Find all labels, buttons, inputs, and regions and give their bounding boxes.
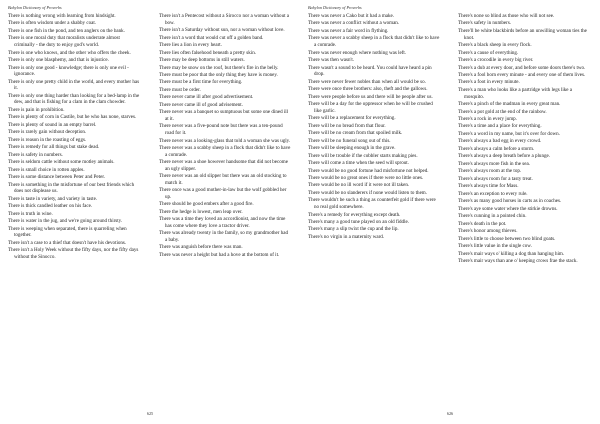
- right-page: [300, 0, 600, 424]
- proverb-entry: There's a black sheep in every flock.: [458, 42, 532, 49]
- proverb-entry: There is one fish in the pond, and ten anglers on the bank.: [8, 27, 125, 34]
- proverb-entry: There will be no bread from that flour.: [308, 122, 386, 129]
- proverb-entry: There's a cause of everything.: [458, 49, 519, 56]
- proverb-entry: There will be a replacement for everything.: [308, 115, 396, 122]
- proverb-entry: There's a pinch of the madman in every great man.: [458, 101, 561, 108]
- proverb-entry: There's a man who looks like a partridge with legs like a mosquito.: [458, 86, 573, 100]
- proverb-entry: There's cunning in a pointed chin.: [458, 213, 527, 220]
- proverb-entry: There's always a calm before a storm.: [458, 145, 535, 152]
- proverb-entry: There's a dub at every door, and before some doors there's two.: [458, 64, 586, 71]
- proverb-entry: There's aye some water where the stirkie drowns.: [458, 205, 558, 212]
- proverb-entry: There was then wasn't.: [308, 57, 355, 64]
- proverb-entry: There is some distance between Peter and Peter.: [8, 174, 105, 181]
- proverb-entry: There the hedge is lowest, men leap over.: [159, 208, 243, 215]
- proverb-entry: There would be no good fortune had misfortune not helped.: [308, 167, 429, 174]
- proverb-entry: There's honor among thieves.: [458, 228, 518, 235]
- right-column-1: [308, 13, 440, 241]
- proverb-entry: There isn't a Pentecost without a Sirocco nor a woman without a bow.: [159, 13, 289, 26]
- proverb-entry: There should be good embers after a good fire.: [159, 201, 254, 208]
- proverb-entry: There is plenty of corn in Castile, but he who has none, starves.: [8, 114, 137, 121]
- proverb-entry: There wasn't a sound to be heard. You could have heard a pin drop.: [308, 64, 432, 78]
- running-head: Babylon Dictionary of Proverbs: [308, 5, 362, 10]
- proverb-entry: There will be no cream from that spoiled milk.: [308, 130, 403, 137]
- proverb-entry: There never was a shoe however handsome that did not become an ugly slipper.: [159, 159, 288, 172]
- proverb-entry: There were people before us and there will be people after us.: [308, 93, 433, 100]
- proverb-entry: There were once three brothers: also, theft and the gallows.: [308, 86, 428, 93]
- proverb-entry: There was never a scabby sheep in a flock that didn't like to have a comrade.: [308, 35, 440, 49]
- proverb-entry: There never was an old slipper but there was an old stocking to match it.: [159, 173, 287, 186]
- proverb-entry: There'll be white blackbirds before an unwilling woman ties the knot.: [458, 27, 587, 41]
- proverb-entry: There's a fool born every minute - and every one of them lives.: [458, 71, 586, 78]
- proverb-entry: There is often wisdom under a shabby coat.: [8, 20, 97, 27]
- proverb-entry: There never was a scabby sheep in a flock that didn't like to have a comrade.: [159, 145, 291, 158]
- proverb-entry: There wouldn't be such a thing as counterfeit gold if there were no real gold somewhere.: [308, 197, 436, 211]
- proverb-entry: There isn't a word that would cut off a golden band.: [159, 34, 264, 41]
- proverb-entry: There is one who knows, and the other who offers the cheek.: [8, 49, 131, 56]
- proverb-entry: There's always room for a tasty treat.: [458, 175, 533, 182]
- proverb-entry: There isn't a Saturday without sun, nor a woman without love.: [159, 27, 285, 34]
- proverb-entry: There is pain in prohibition.: [8, 106, 65, 113]
- proverb-entry: There must be poor that the only thing they have is money.: [159, 71, 278, 78]
- proverb-entry: There will be sleeping enough in the grave.: [308, 145, 396, 152]
- proverb-entry: There was never a fair word in flything.: [308, 27, 389, 34]
- proverb-entry: There may be snow on the roof, but there's fire in the belly.: [159, 64, 279, 71]
- proverb-entry: There is truth in wine.: [8, 210, 53, 217]
- proverb-entry: There is only one pretty child in the world, and every mother has it.: [8, 78, 140, 92]
- proverb-entry: There isn't a Holy Week without the fifty days, nor the fifty days without the Sinocco.: [8, 247, 139, 260]
- proverb-entry: There is safety in numbers.: [8, 151, 63, 158]
- proverb-entry: There will be no funeral song out of this.: [308, 137, 391, 144]
- proverb-entry: There's mair ways than ane o' keeping crows frae the stack.: [458, 258, 578, 265]
- proverb-entry: There's a remedy for everything except death.: [308, 211, 401, 218]
- proverb-entry: There is rarely gain without deception.: [8, 129, 87, 136]
- proverb-entry: There is weeping when separated, there is quarreling when together.: [8, 225, 127, 239]
- proverb-entry: There lies often falsehood beneath a pretty skin.: [159, 49, 256, 56]
- proverb-entry: There's no virgin in a maternity ward.: [308, 233, 385, 240]
- proverb-entry: There was never a height but had a hove at the bottom of it.: [159, 251, 280, 258]
- proverb-entry: There was anguish before there was man.: [159, 244, 243, 251]
- proverb-entry: There would be no great ones if there were no little ones.: [308, 174, 424, 181]
- proverb-entry: There isn't a case to a thief that doesn't have his devotions.: [8, 239, 127, 246]
- proverb-entry: There will be trouble if the cobbler starts making pies.: [308, 152, 418, 159]
- proverb-entry: There's mair ways o' killing a dog than hanging him.: [458, 250, 565, 257]
- proverb-entry: There will come a time when the seed will sprout.: [308, 160, 409, 167]
- proverb-entry: There's safety in numbers.: [458, 20, 512, 27]
- proverb-entry: There was already twenty in the family, so my grandmother had a baby.: [159, 230, 289, 243]
- proverb-entry: There's a pot gold at the end of the rainbow.: [458, 108, 547, 115]
- proverb-entry: There would be no slanderers if none would listen to them.: [308, 189, 427, 196]
- proverb-entry: There is reason in the roasting of eggs.: [8, 136, 87, 143]
- proverb-entry: There's always time for Mass.: [458, 183, 519, 190]
- proverb-entry: There is one moral duty that moralists underrate almost criminally - the duty to enjoy god's world.: [8, 35, 120, 49]
- proverb-entry: There was never a Cako but it had a make.: [308, 13, 395, 19]
- proverb-entry: There's little value in the single cow.: [458, 243, 532, 250]
- proverb-entry: There would be no ill word if it were not ill taken.: [308, 182, 410, 189]
- proverb-entry: There's an exception to every rule.: [458, 190, 528, 197]
- proverb-entry: There's always more fish in the sea.: [458, 160, 530, 167]
- proverb-entry: There is plenty of sound in an empty barrel.: [8, 121, 97, 128]
- proverb-entry: There is small choice in rotten apples.: [8, 166, 85, 173]
- proverb-entry: There is seldom cattle without some motley animals.: [8, 159, 115, 166]
- proverb-entry: There was never a conflict without a woman.: [308, 20, 400, 27]
- proverb-entry: There never was a banquet so sumptuous but some one dined ill at it.: [159, 109, 289, 122]
- proverb-entry: There is thick candled leather on his face.: [8, 203, 93, 210]
- proverb-entry: There was never enough where nothing was left.: [308, 49, 407, 56]
- proverb-entry: There is nothing wrong with learning from hindsight.: [8, 13, 116, 19]
- proverb-entry: There lies a lion in every heart.: [159, 42, 222, 49]
- proverb-entry: There never came ill after good advertisement.: [159, 94, 254, 101]
- proverb-entry: There's a time and a place for everything.: [458, 123, 542, 130]
- running-head: Babylon Dictionary of Proverbs: [8, 5, 62, 10]
- proverb-entry: There's little to choose between two blind goats.: [458, 235, 556, 242]
- proverb-entry: There will be a day for the oppressor when he will be crushed like garlic.: [308, 101, 433, 114]
- page-number: 625: [146, 411, 154, 416]
- proverb-entry: There's none so blind as those who will not see.: [458, 13, 555, 19]
- proverb-entry: There's always a bad egg in every crowd.: [458, 138, 542, 145]
- page-number: 626: [446, 411, 454, 416]
- proverb-entry: There's a word in my name, but it's over for down.: [458, 130, 560, 137]
- proverb-entry: There's a foot in every minute.: [458, 79, 520, 86]
- proverb-entry: There is remedy for all things but stake dead.: [8, 144, 100, 151]
- proverb-entry: There's a crocodile in every big river.: [458, 57, 534, 64]
- proverb-entry: There is taste in variety, and variety in taste.: [8, 195, 98, 202]
- proverb-entry: There must be a first time for everything.: [159, 79, 243, 86]
- proverb-entry: There never was a looking-glass that told a woman she was ugly.: [159, 137, 291, 144]
- proverb-entry: There never came ill of good advisement.: [159, 101, 243, 108]
- proverb-entry: There may be deep bottoms in still waters.: [159, 57, 245, 64]
- proverb-entry: There was a time they loved an accordionist, and now the time has come where they love a tractor driver.: [159, 216, 286, 229]
- proverb-entry: There's a rock in every jump.: [458, 116, 517, 122]
- proverb-entry: There were never fewer nobles than when all would be so.: [308, 78, 426, 85]
- proverb-entry: There is only one good - knowledge; there is only one evil - ignorance.: [8, 64, 129, 78]
- proverb-entry: There must be order.: [159, 86, 201, 93]
- left-column-2: [159, 13, 291, 259]
- proverb-entry: There once was a good mother-in-law but the wolf gobbled her up.: [159, 187, 287, 200]
- proverb-entry: There's many a slip twixt the cup and the lip.: [308, 226, 399, 233]
- proverb-entry: There is something in the misfortune of our best friends which does not displease us.: [8, 181, 135, 195]
- proverb-entry: There is only one blasphemy, and that is injustice.: [8, 57, 109, 64]
- proverb-entry: There's many a good tune played on an old fiddle.: [308, 219, 409, 225]
- right-column-2: [458, 13, 590, 266]
- proverb-entry: There never was a five-pound note but there was a ten-pound road for it.: [159, 123, 283, 137]
- proverb-entry: There is only one thing harder than looking for a bed-lamp in the dew, and that is fishing for a clam in the clam chowder.: [8, 92, 140, 106]
- left-column-1: [8, 13, 140, 261]
- proverb-entry: There's always room at the top.: [458, 168, 522, 175]
- proverb-entry: There is water in the jug, and we're going around thirsty.: [8, 218, 123, 225]
- proverb-entry: There's death in the pot.: [458, 220, 507, 227]
- proverb-entry: There's always a deep breath before a plunge.: [458, 153, 550, 160]
- proverb-entry: There's as many good horses in carts as in coaches.: [458, 198, 562, 205]
